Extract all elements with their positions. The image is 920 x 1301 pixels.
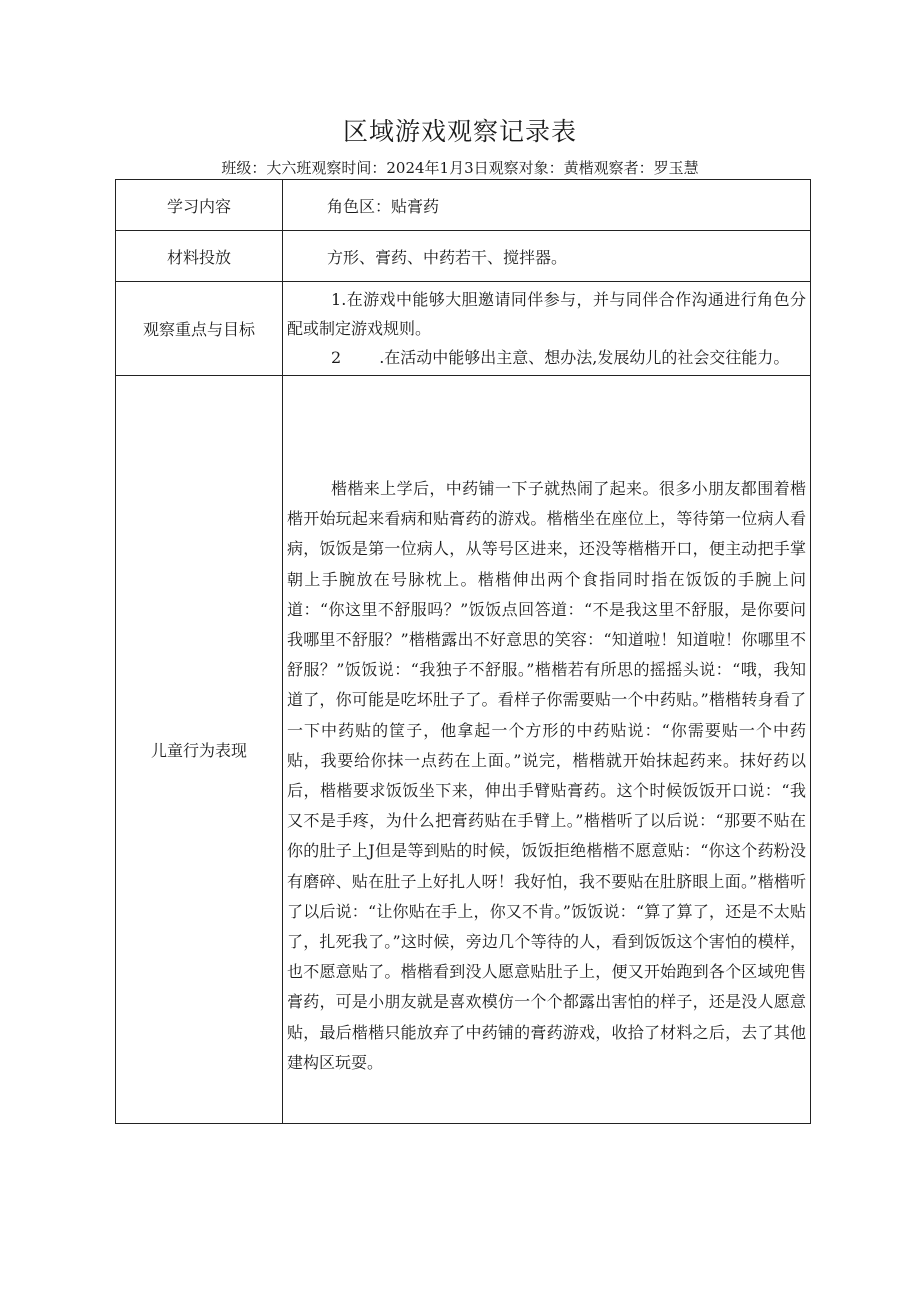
label-materials: 材料投放 (116, 231, 283, 282)
observation-meta-line: 班级：大六班观察时间：2024年1月3日观察对象：黄楷观察者：罗玉慧 (221, 159, 699, 177)
value-learning-content: 角色区：贴膏药 (283, 180, 811, 231)
page-title: 区域游戏观察记录表 (342, 117, 577, 146)
goal-number: 1 (331, 290, 342, 309)
observation-record-table (115, 179, 811, 1124)
behavior-narrative: 楷楷来上学后，中药铺一下子就热闹了起来。很多小朋友都围着楷楷开始玩起来看病和贴膏药的游戏。楷楷坐在座位上，等待第一位病人看病，饭饭是第一位病人，从等号区进来，还没等楷楷开口，便主动把手掌朝上手腕放在号脉枕上。楷楷伸出两个食指同时指在饭饭的手腕上问道：“你这里不舒服吗？”饭饭点回答道：“不是我这里不舒服，是你要问我哪里不舒服？”楷楷露出不好意思的笑容：“知道啦！知道啦！你哪里不舒服？”饭饭说：“我独子不舒服。”楷楷若有所思的摇摇头说：“哦，我知道了，你可能是吃坏肚子了。看样子你需要贴一个中药贴。”楷楷转身看了一下中药贴的筐子，他拿起一个方形的中药贴说：“你需要贴一个中药贴，我要给你抹一点药在上面。”说完，楷楷就开始抹起药来。抹好药以后，楷楷要求饭饭坐下来，伸出手臂贴膏药。这个时候饭饭开口说：“我又不是手疼，为什么把膏药贴在手臂上。”楷楷听了以后说：“那要不贴在你的肚子上J但是等到贴的时候，饭饭拒绝楷楷不愿意贴：“你这个药粉没有磨碎、贴在肚子上好扎人呀！我好怕，我不要贴在肚脐眼上面。”楷楷听了以后说：“让你贴在手上，你又不肯。”饭饭说：“算了算了，还是不太贴了，扎死我了。”这时候，旁边几个等待的人，看到饭饭这个害怕的模样，也不愿意贴了。楷楷看到没人愿意贴肚子上，便又开始跑到各个区域兜售膏药，可是小朋友就是喜欢模仿一个个都露出害怕的样子，还是没人愿意贴，最后楷楷只能放弃了中药铺的膏药游戏，收拾了材料之后，去了其他建构区玩耍。 (287, 479, 806, 1072)
label-focus-goals: 观察重点与目标 (116, 282, 283, 376)
goal-number: 2 (331, 348, 342, 367)
value-materials: 方形、膏药、中药若干、搅拌器。 (283, 231, 811, 282)
label-learning-content: 学习内容 (116, 180, 283, 231)
goal-text: .在活动中能够出主意、想办法,发展幼儿的社会交往能力。 (379, 348, 790, 367)
goal-text: .在游戏中能够大胆邀请同伴参与，并与同伴合作沟通进行角色分配或制定游戏规则。 (287, 290, 806, 338)
goal-item-2 (287, 343, 806, 372)
value-focus-goals (283, 282, 811, 376)
label-child-behavior: 儿童行为表现 (116, 376, 283, 1124)
table-row-materials (116, 231, 811, 282)
goal-item-1 (287, 285, 806, 343)
table-row-child-behavior (116, 376, 811, 1124)
table-row-focus-goals (116, 282, 811, 376)
value-child-behavior (283, 376, 811, 1124)
table-row-learning-content (116, 180, 811, 231)
